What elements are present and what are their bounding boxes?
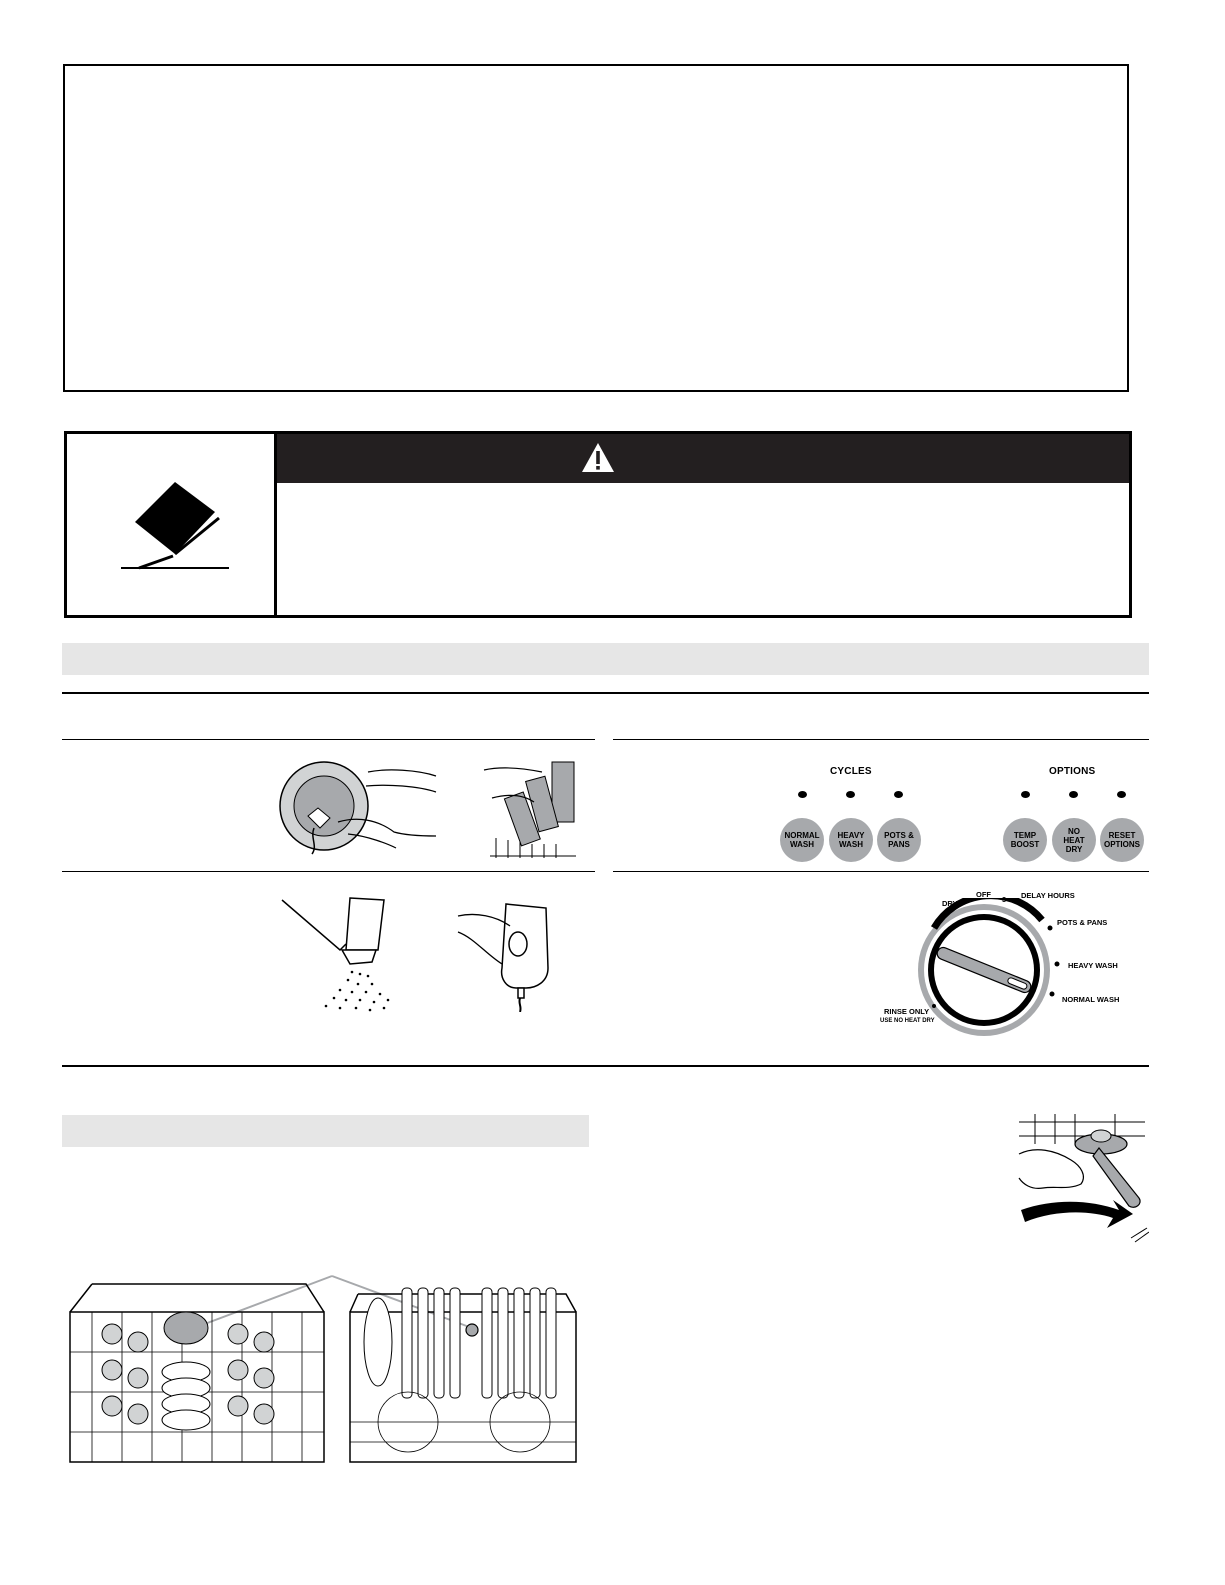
dial-label-3: 3: [1002, 895, 1007, 904]
tip-over-panel: [67, 434, 277, 615]
dishwasher-racks-illustration: [62, 1272, 584, 1468]
section-rule: [62, 692, 1149, 694]
scrape-plate-illustration: [278, 758, 438, 860]
right-column-rule: [613, 739, 1149, 740]
warning-triangle-icon: [581, 442, 615, 473]
heavy-wash-button[interactable]: HEAVY WASH: [829, 818, 873, 862]
dial-label-dry: DRY: [942, 899, 958, 908]
squeeze-liquid-illustration: [456, 898, 556, 1012]
section-bar: [62, 643, 1149, 675]
no-heat-dry-button[interactable]: NO HEAT DRY: [1052, 818, 1096, 862]
pots-pans-button[interactable]: POTS & PANS: [877, 818, 921, 862]
left-column-rule: [62, 739, 595, 740]
dial-label-2: 2: [1013, 896, 1018, 905]
led-pots-pans: [894, 791, 903, 798]
dial-label-use-no-heat-dry: USE NO HEAT DRY: [880, 1018, 935, 1024]
left-column-rule-2: [62, 871, 595, 872]
dial-label-off: OFF: [976, 890, 991, 899]
led-no-heat-dry: [1069, 791, 1078, 798]
led-temp-boost: [1021, 791, 1030, 798]
led-heavy-wash: [846, 791, 855, 798]
dial-label-normal-wash: NORMAL WASH: [1062, 995, 1120, 1004]
cycles-heading: CYCLES: [830, 766, 872, 777]
options-heading: OPTIONS: [1049, 766, 1096, 777]
spray-arm-illustration: [1015, 1114, 1149, 1244]
right-column-rule-2: [613, 871, 1149, 872]
dial-label-pots-pans: POTS & PANS: [1057, 918, 1108, 927]
warning-header: [277, 434, 1129, 483]
dial-label-rinse-only: RINSE ONLY: [884, 1007, 930, 1016]
section-rule-2: [62, 1065, 1149, 1067]
warning-box: [64, 431, 1132, 618]
reset-options-button[interactable]: RESET OPTIONS: [1100, 818, 1144, 862]
dial-label-heavy-wash: HEAVY WASH: [1068, 961, 1118, 970]
loading-glasses-illustration: [482, 758, 578, 860]
temp-boost-button[interactable]: TEMP BOOST: [1003, 818, 1047, 862]
dial-label-delay-hours: DELAY HOURS: [1021, 891, 1075, 900]
tip-over-icon: [117, 474, 237, 574]
normal-wash-button[interactable]: NORMAL WASH: [780, 818, 824, 862]
dial-label-1: 1: [1024, 902, 1029, 911]
notice-box: [63, 64, 1129, 392]
led-normal-wash: [798, 791, 807, 798]
led-reset-options: [1117, 791, 1126, 798]
cycle-dial[interactable]: [912, 898, 1062, 1038]
section-bar-2: [62, 1115, 589, 1147]
pour-powder-illustration: [280, 894, 390, 1012]
